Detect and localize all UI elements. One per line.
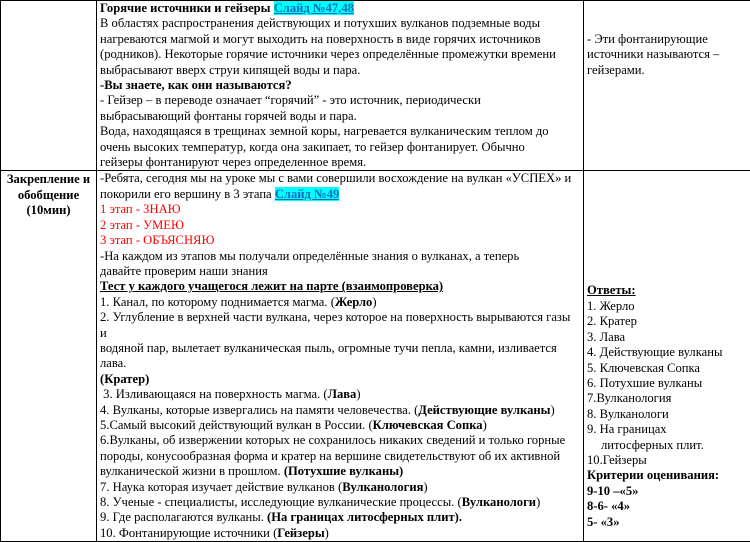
question-text: 3. Изливающаяся на поверхность магма. ( [100, 387, 328, 401]
question-answer: (Потухшие вулканы) [284, 464, 403, 478]
answer-item: 1. Жерло [587, 299, 749, 314]
text-line-with-slide [100, 187, 580, 202]
test-question [100, 418, 580, 433]
question-answer: Ключевская Сопка [373, 418, 483, 432]
answer-item: 2. Кратер [587, 314, 749, 329]
text-line: выбрасывающий фонтаны горячей воды и пара. [100, 109, 580, 124]
criteria-title: Критерии оценивания: [587, 468, 749, 483]
section-heading: Горячие источники и гейзеры [100, 1, 271, 15]
stage-cell [1, 171, 97, 542]
table-row [1, 1, 750, 171]
answer-item: 10.Гейзеры [587, 453, 749, 468]
question-text: 9. Где располагаются вулканы. [100, 510, 267, 524]
spacer [587, 171, 749, 283]
stage-label-line: (10мин) [4, 203, 93, 218]
test-title: Тест у каждого учащегося лежит на парте (взаимопроверка) [100, 279, 580, 294]
question-answer: (На границах литосферных плит). [267, 510, 462, 524]
answer-line: гейзерами. [587, 63, 749, 78]
step-line: 1 этап - ЗНАЮ [100, 202, 580, 217]
question-line: -Вы знаете, как они называются? [100, 78, 580, 93]
answer-item: 5. Ключевская Сопка [587, 361, 749, 376]
text-line: Вода, находящаяся в трещинах земной коры, нагревается вулканическим теплом до [100, 124, 580, 139]
test-question [100, 495, 580, 510]
question-answer: (Кратер) [100, 372, 580, 387]
step-line: 2 этап - УМЕЮ [100, 218, 580, 233]
spacer [587, 1, 749, 32]
answer-line: источники называются – [587, 47, 749, 62]
slide-link[interactable]: Слайд №47,48 [274, 1, 354, 15]
test-question-line: 2. Углубление в верхней части вулкана, через которое на поверхность вырываются газы и [100, 310, 580, 341]
question-end: ) [372, 295, 376, 309]
question-end: ) [423, 480, 427, 494]
question-answer: Вулканологи [462, 495, 536, 509]
question-end: ) [551, 403, 555, 417]
test-question [100, 403, 580, 418]
answer-item: 3. Лава [587, 330, 749, 345]
question-end: ) [483, 418, 487, 432]
text-line: гейзеры фонтанируют через определенное время. [100, 155, 580, 170]
answers-title: Ответы: [587, 283, 749, 298]
answer-line: - Эти фонтанирующие [587, 32, 749, 47]
test-question [100, 480, 580, 495]
text-fragment: покорили его вершину в 3 этапа [100, 187, 272, 201]
stage-label-line: Закрепление и [4, 172, 93, 187]
slide-link[interactable]: Слайд №49 [275, 187, 339, 201]
question-text: 1. Канал, по которому поднимается магма. ( [100, 295, 335, 309]
section-heading-line [100, 1, 580, 16]
table-row [1, 171, 750, 542]
test-question [100, 464, 580, 479]
criteria-item: 9-10 –«5» [587, 484, 749, 499]
stage-cell-empty [1, 1, 97, 171]
answer-cell-geysers [584, 1, 750, 171]
test-question-line: 6.Вулканы, об извержении которых не сохранилось никаких сведений и только горные [100, 433, 580, 448]
step-line: 3 этап - ОБЪЯСНЯЮ [100, 233, 580, 248]
text-line: -Ребята, сегодня мы на уроке мы с вами совершили восхождение на вулкан «УСПЕХ» и [100, 171, 580, 186]
answers-cell [584, 171, 750, 542]
question-text: 4. Вулканы, которые извергались на памяти человечества. ( [100, 403, 418, 417]
answer-item: 6. Потухшие вулканы [587, 376, 749, 391]
test-question-line: породы, конусообразная форма и кратер на вершине свидетельствуют об их активной [100, 449, 580, 464]
answer-item: литосферных плит. [587, 438, 749, 453]
answer-item: 9. На границах [587, 422, 749, 437]
answer-item: 8. Вулканологи [587, 407, 749, 422]
criteria-item: 8-6- «4» [587, 499, 749, 514]
answer-item: 4. Действующие вулканы [587, 345, 749, 360]
question-text: вулканической жизни в прошлом. [100, 464, 284, 478]
text-line: очень высоких температур, когда она закипает, то гейзер фонтанирует. Обычно [100, 140, 580, 155]
text-line: выбрасывают вверх струи кипящей воды и пара. [100, 63, 580, 78]
test-question-line: водяной пар, вылетает вулканическая пыль, огромные тучи пепла, камни, изливается лава. [100, 341, 580, 372]
content-cell-review [97, 171, 584, 542]
answer-item: 7.Вулканология [587, 391, 749, 406]
question-answer: Лава [328, 387, 357, 401]
question-end: ) [356, 387, 360, 401]
question-end: ) [325, 526, 329, 540]
text-line: В областях распространения действующих и потухших вулканов подземные воды [100, 16, 580, 31]
question-text: 5.Самый высокий действующий вулкан в России. ( [100, 418, 373, 432]
stage-label-line: обобщение [4, 188, 93, 203]
question-answer: Вулканология [342, 480, 423, 494]
content-cell-geysers [97, 1, 584, 171]
test-question [100, 295, 580, 310]
text-line: нагреваются магмой и могут выходить на поверхность в виде горячих источников [100, 32, 580, 47]
text-line: (родников). Некоторые горячие источники через определённые промежутки времени [100, 47, 580, 62]
criteria-item: 5- «3» [587, 515, 749, 530]
test-question [100, 510, 580, 525]
question-text: 10. Фонтанирующие источники ( [100, 526, 277, 540]
question-end: ) [536, 495, 540, 509]
question-answer: Жерло [335, 295, 372, 309]
question-answer: Гейзеры [277, 526, 324, 540]
text-line: -На каждом из этапов мы получали определённые знания о вулканах, а теперь [100, 249, 580, 264]
test-question [100, 387, 580, 402]
question-text: 8. Ученые - специалисты, исследующие вулканические процессы. ( [100, 495, 462, 509]
question-answer: Действующие вулканы [418, 403, 550, 417]
text-line: - Гейзер – в переводе означает “горячий” - это источник, периодически [100, 93, 580, 108]
text-line: давайте проверим наши знания [100, 264, 580, 279]
question-text: 7. Наука которая изучает действие вулканов ( [100, 480, 342, 494]
test-question [100, 526, 580, 541]
